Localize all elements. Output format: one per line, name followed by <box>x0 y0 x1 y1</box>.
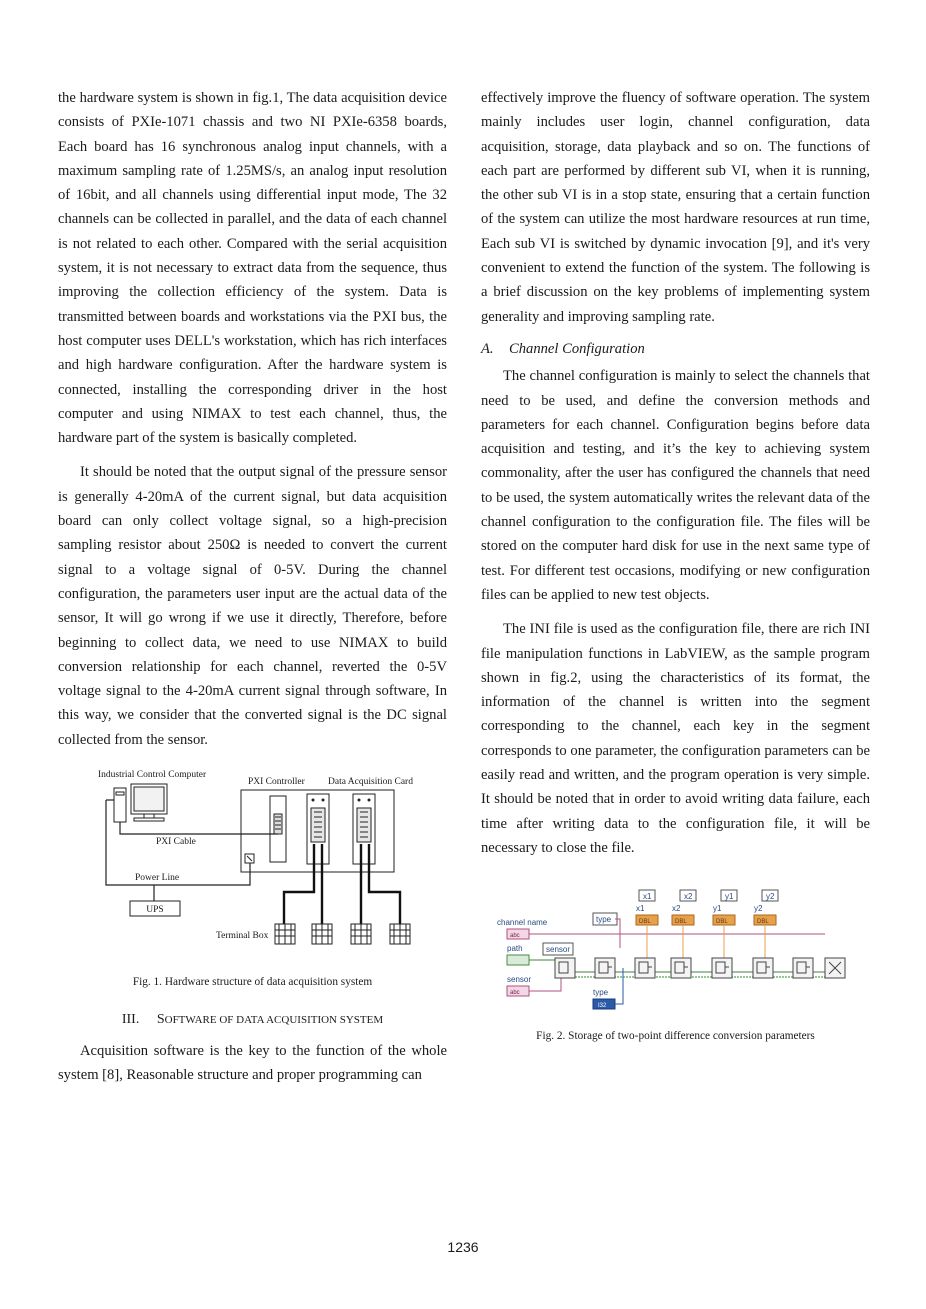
subsection-title: Channel Configuration <box>509 340 645 357</box>
right-column <box>481 86 870 1049</box>
terminal-box-2 <box>312 924 332 944</box>
abc-label-channel: abc <box>510 933 520 940</box>
right-paragraph-2: The channel configuration is mainly to select the channels that need to be used, and define the conversion methods and parameters for each channel. Configuration begins before data acquisition and testing, and it’s the key to achieving system commonality, after the user has configured the channels that need to be used, the system automatically writes the relevant data of the channel configuration to the configuration file. The files will be stored on the computer hard disk for use in the next same type of test. For different test occasions, modifying or new configuration files can be applied to new test objects. <box>481 368 870 603</box>
dbl-label-x1: DBL <box>639 919 651 926</box>
label-channel-name: channel name <box>497 918 548 928</box>
terminal-box-4 <box>390 924 410 944</box>
section-title-initial: S <box>156 1012 165 1028</box>
label-y2: y2 <box>754 904 763 914</box>
label-terminal-box: Terminal Box <box>216 931 269 942</box>
right-paragraph-1: effectively improve the fluency of software operation. The system mainly includes user login, channel configuration, data acquisition, storage, data playback and so on. The functions of each part are performed by different sub VI, when it is running, the other sub VI is in a stop state, ensuring that a certain function of the system can utilize the most hardware resources at run time, Each sub VI is switched by dynamic invocation [9], and it's very convenient to extend the function of the system. The following is a brief discussion on the key problems of implementing system generality and improving sampling rate. <box>481 90 870 325</box>
section-title-rest: OFTWARE OF DATA ACQUISITION SYSTEM <box>164 1014 384 1027</box>
left-column <box>58 86 447 1087</box>
terminal-box-3 <box>351 924 371 944</box>
subsection-heading <box>481 337 870 361</box>
abc-label-sensor: abc <box>510 990 520 997</box>
dbl-terminals <box>636 915 776 925</box>
labview-block-diagram <box>495 888 855 1016</box>
figure-1-hardware-structure <box>58 762 447 970</box>
label-x2: x2 <box>672 904 681 914</box>
y2-box-label: y2 <box>766 892 775 902</box>
daq-card-1 <box>307 794 329 864</box>
label-daq-card: Data Acquisition Card <box>328 777 413 788</box>
x2-box-label: x2 <box>684 892 693 902</box>
dbl-wires <box>647 925 765 958</box>
label-sensor: sensor <box>507 975 532 985</box>
computer-icon <box>114 784 167 822</box>
type-box-label: type <box>596 915 612 925</box>
daq-card-2 <box>353 794 375 864</box>
left-paragraph-2: It should be noted that the output signal of the pressure sensor is generally 4-20mA of the current signal, but data acquisition board can only collect voltage signal, so a high-precision sampling resistor about 250Ω is needed to convert the current signal to a voltage signal of 0-5V. During the channel configuration, the parameters user input are the actual data of the sensor, It will go wrong if we use it directly, Therefore, before beginning to collect data, we need to use NIMAX to build conversion relationship for each channel, reverted the 0-5V voltage signal to the 4-20mA current signal through software, In this way, we consider that the converted signal is the DC signal collected from the sensor. <box>58 464 447 748</box>
dbl-label-x2: DBL <box>675 919 687 926</box>
label-pxi-cable: PXI Cable <box>156 837 196 848</box>
figure-2-labview-diagram <box>481 888 870 1016</box>
label-x1: x1 <box>636 904 645 914</box>
section-number: III. <box>121 1012 140 1028</box>
label-ups: UPS <box>146 905 164 916</box>
label-pxi-controller: PXI Controller <box>248 777 305 788</box>
hardware-diagram <box>58 762 447 970</box>
dbl-label-y1: DBL <box>716 919 728 926</box>
i32-label: I32 <box>598 1003 607 1010</box>
label-computer: Industrial Control Computer <box>98 770 207 781</box>
label-power-line: Power Line <box>135 873 180 884</box>
left-paragraph-3: Acquisition software is the key to the function of the whole system [8], Reasonable structure and proper programming can <box>58 1042 447 1083</box>
terminal-wires <box>284 844 400 924</box>
figure-1-caption: Fig. 1. Hardware structure of data acquisition system <box>132 976 373 989</box>
dbl-label-y2: DBL <box>757 919 769 926</box>
figure-2-caption: Fig. 2. Storage of two-point difference conversion parameters <box>536 1030 815 1043</box>
section-heading <box>58 1008 447 1032</box>
terminal-box-1 <box>275 924 295 944</box>
label-path: path <box>507 944 523 954</box>
pxi-controller-module <box>270 796 286 862</box>
pxi-cable-line <box>120 822 278 834</box>
x1-box-label: x1 <box>643 892 652 902</box>
i32-wire <box>615 968 623 1004</box>
right-paragraph-3: The INI file is used as the configuration file, there are rich INI file manipulation functions in LabVIEW, as the sample program shown in fig.2, using the characteristics of its format, the information of the channel is written into the segment corresponding to the channel, each key in the segment corresponds to one parameter, the configuration parameters can be easily read and written, and the program operation is very simple. It should be noted that in order to avoid writing data failure, each time after writing data to the configuration file, it will be necessary to close the file. <box>481 621 870 856</box>
sensor-box-label: sensor <box>546 945 571 955</box>
y1-box-label: y1 <box>725 892 734 902</box>
page-number: 1236 <box>447 1239 479 1255</box>
label-y1: y1 <box>713 904 722 914</box>
left-paragraph-1: the hardware system is shown in fig.1, The data acquisition device consists of PXIe-1071 chassis and two NI PXIe-6358 boards, Each board has 16 synchronous analog input channels, with a maximum sampling rate of 1.25MS/s, an analog input resolution of 16bit, and all channels using differential input mode, The 32 channels can be collected in parallel, and the data of each channel is not related to each other. Compared with the serial acquisition system, it is not necessary to extract data from the sequence, thus improving the collection efficiency of the system. Data is transmitted between boards and workstations via the PXI bus, the host computer uses DELL's workstation, which has rich interfaces and high hardware configuration. After the hardware system is connected, installing the corresponding driver in the host computer and using NIMAX to test each channel, thus, the hardware part of the system is basically completed. <box>58 90 447 447</box>
subsection-number: A. <box>481 340 494 357</box>
label-type-bottom: type <box>593 988 609 998</box>
